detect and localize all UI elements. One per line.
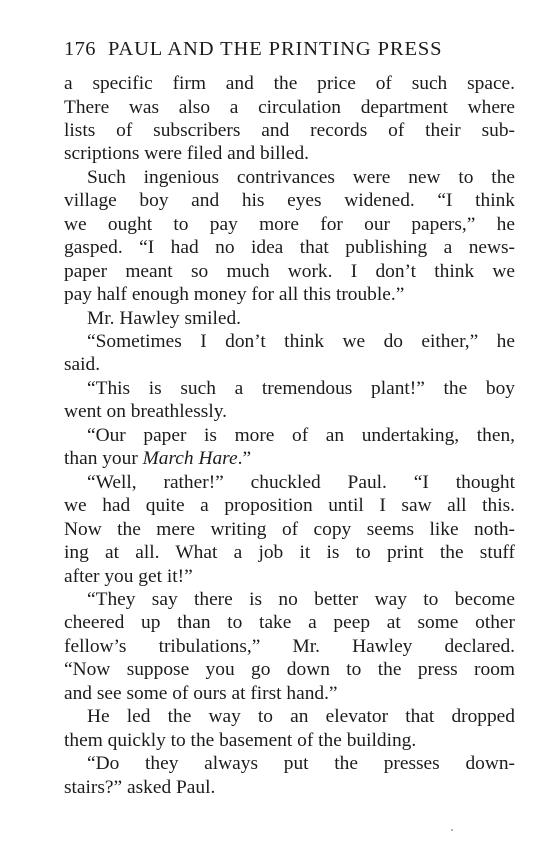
text-line: a specific firm and the price of such space.: [64, 73, 515, 94]
text-line: them quickly to the basement of the building.: [64, 729, 417, 751]
text-line: “Now suppose you go down to the press room: [64, 659, 515, 681]
text-line: pay half enough money for all this trouble.”: [64, 284, 405, 305]
text-line: we ought to pay more for our papers,” he: [64, 213, 515, 235]
text-line: “Our paper is more of an undertaking, then,: [87, 424, 515, 446]
text-line: “Sometimes I don’t think we do either,” he: [87, 330, 515, 352]
running-head: PAUL AND THE PRINTING PRESS: [107, 38, 443, 60]
text-line: “This is such a tremendous plant!” the boy: [87, 377, 515, 399]
text-line: “They say there is no better way to become: [87, 588, 515, 610]
page-number: 176: [64, 38, 96, 60]
text-line: Mr. Hawley smiled.: [87, 307, 242, 329]
text-line: “Well, rather!” chuckled Paul. “I thought: [87, 471, 515, 493]
text-line: fellow’s tribulations,” Mr. Hawley declared.: [64, 635, 515, 657]
text-line: went on breathlessly.: [64, 401, 227, 423]
text-line: gasped. “I had no idea that publishing a news-: [64, 237, 515, 259]
print-speck: [451, 829, 453, 831]
text-line: and see some of ours at first hand.”: [64, 682, 338, 704]
text-line: cheered up than to take a peep at some other: [64, 612, 515, 634]
text-line: said.: [64, 354, 101, 376]
text-line: ing at all. What a job it is to print the stuff: [64, 542, 515, 563]
text-line: paper meant so much work. I don’t think we: [64, 260, 515, 282]
text-line: after you get it!”: [64, 565, 193, 587]
text-line: lists of subscribers and records of their sub-: [64, 119, 515, 141]
text-line: village boy and his eyes widened. “I think: [64, 190, 515, 212]
text-line: we had quite a proposition until I saw all this.: [64, 495, 515, 517]
text-line: stairs?” asked Paul.: [64, 776, 216, 798]
text-line: There was also a circulation department where: [64, 96, 515, 118]
text-line: “Do they always put the presses down-: [87, 753, 515, 774]
text-line: Such ingenious contrivances were new to the: [87, 166, 515, 188]
text-line: Now the mere writing of copy seems like noth-: [64, 518, 515, 540]
text-line: than your March Hare.”: [64, 448, 252, 470]
text-line: scriptions were filed and billed.: [64, 143, 310, 165]
text-line: He led the way to an elevator that dropped: [87, 706, 515, 728]
